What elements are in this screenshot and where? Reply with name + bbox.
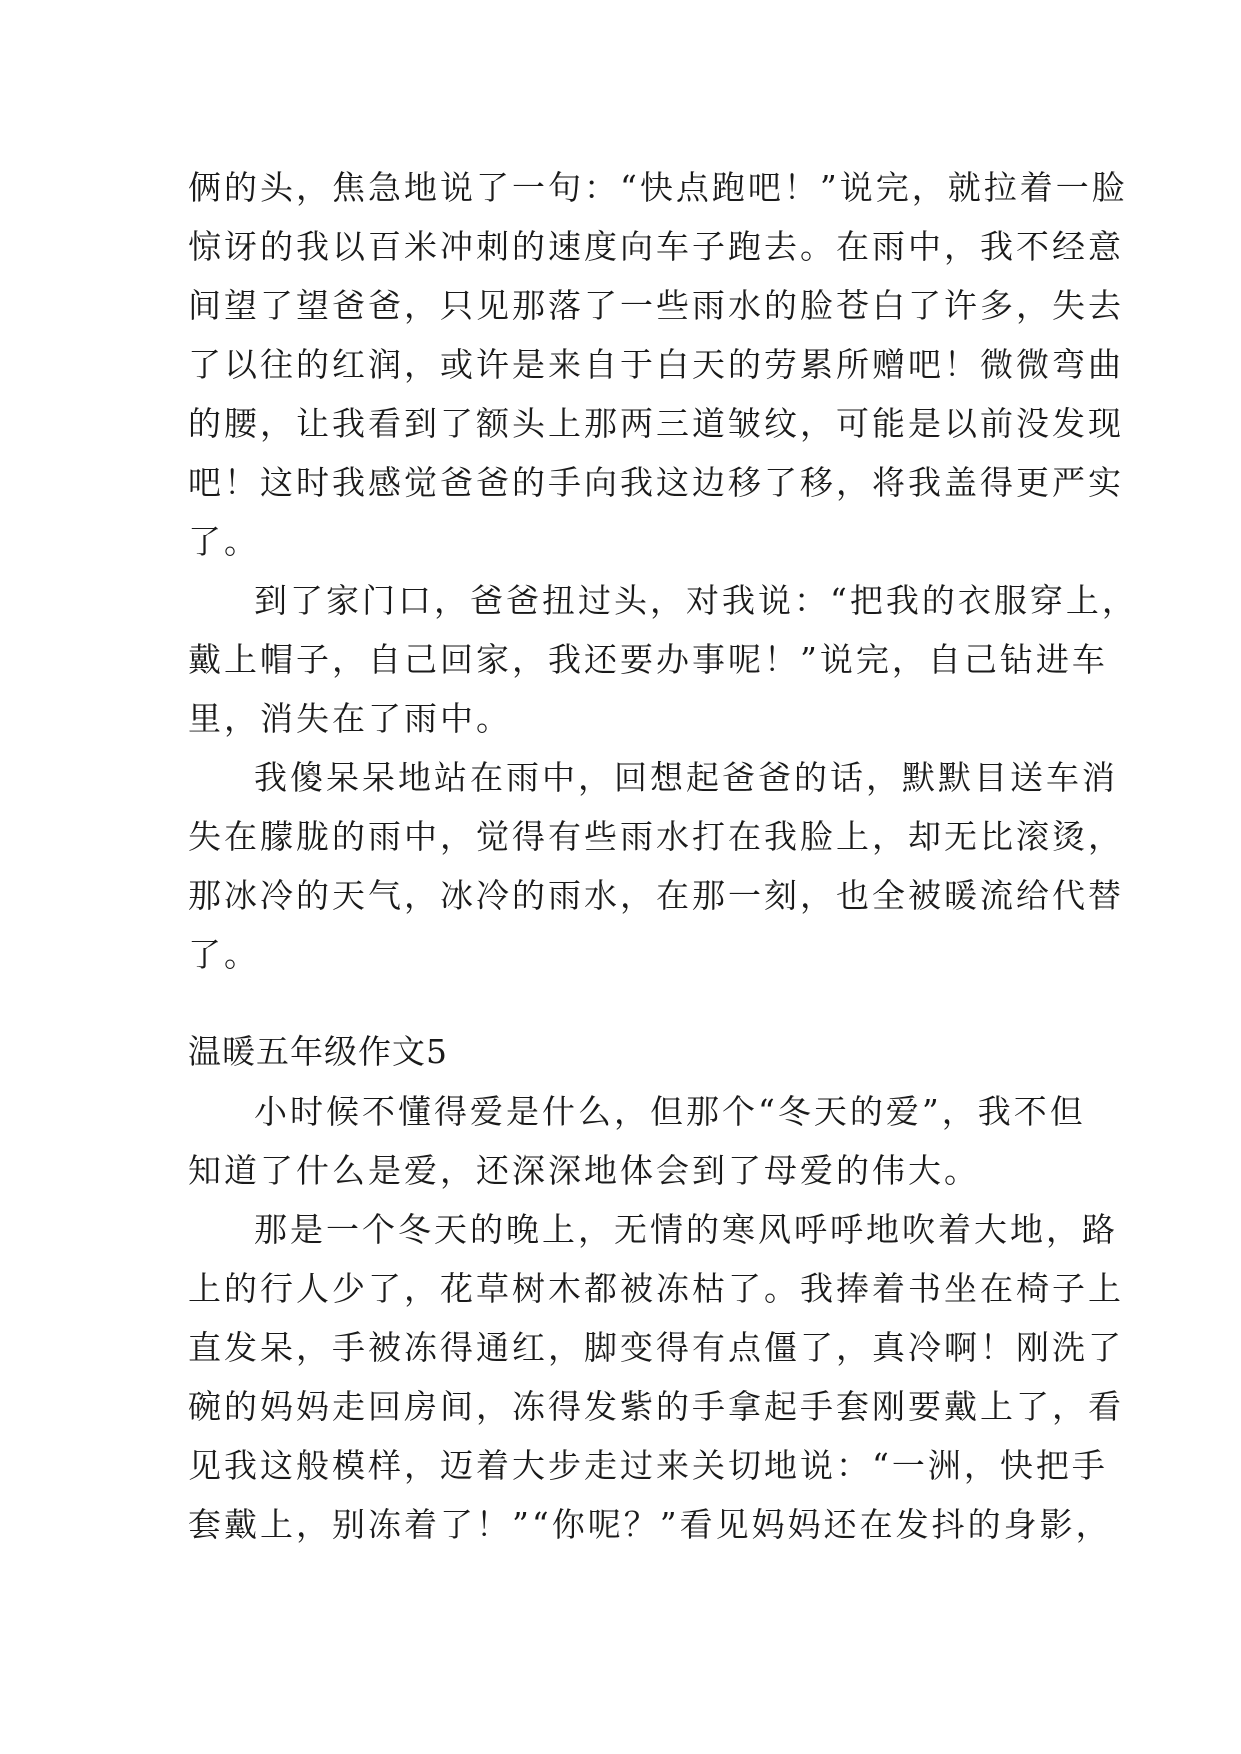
paragraph-line: 俩的头，焦急地说了一句：“快点跑吧！”说完，就拉着一脸 — [188, 168, 1128, 207]
paragraph-line: 到了家门口，爸爸扭过头，对我说：“把我的衣服穿上， — [254, 581, 1138, 620]
paragraph-line: 知道了什么是爱，还深深地体会到了母爱的伟大。 — [188, 1151, 980, 1190]
paragraph-line: 吧！这时我感觉爸爸的手向我这边移了移，将我盖得更严实 — [188, 463, 1124, 502]
paragraph-line: 间望了望爸爸，只见那落了一些雨水的脸苍白了许多，失去 — [188, 286, 1124, 325]
paragraph-line: 见我这般模样，迈着大步走过来关切地说：“一洲，快把手 — [188, 1446, 1108, 1485]
paragraph-line: 戴上帽子，自己回家，我还要办事呢！”说完，自己钻进车 — [188, 640, 1108, 679]
paragraph-line: 里，消失在了雨中。 — [188, 699, 512, 738]
section-heading: 温暖五年级作文5 — [188, 1032, 448, 1071]
paragraph-line: 小时候不懂得爱是什么，但那个“冬天的爱”，我不但 — [254, 1092, 1086, 1131]
paragraph-line: 那是一个冬天的晚上，无情的寒风呼呼地吹着大地，路 — [254, 1210, 1118, 1249]
paragraph-line: 了。 — [188, 522, 260, 561]
paragraph-line: 直发呆，手被冻得通红，脚变得有点僵了，真冷啊！刚洗了 — [188, 1328, 1124, 1367]
paragraph-line: 上的行人少了，花草树木都被冻枯了。我捧着书坐在椅子上 — [188, 1269, 1124, 1308]
paragraph-line: 碗的妈妈走回房间，冻得发紫的手拿起手套刚要戴上了，看 — [188, 1387, 1124, 1426]
paragraph-line: 惊讶的我以百米冲刺的速度向车子跑去。在雨中，我不经意 — [188, 227, 1124, 266]
paragraph-line: 的腰，让我看到了额头上那两三道皱纹，可能是以前没发现 — [188, 404, 1124, 443]
paragraph-line: 失在朦胧的雨中，觉得有些雨水打在我脸上，却无比滚烫， — [188, 817, 1124, 856]
paragraph-line: 了以往的红润，或许是来自于白天的劳累所赠吧！微微弯曲 — [188, 345, 1124, 384]
paragraph-line: 套戴上，别冻着了！”“你呢？”看见妈妈还在发抖的身影， — [188, 1505, 1112, 1544]
paragraph-line: 了。 — [188, 935, 260, 974]
paragraph-line: 那冰冷的天气，冰冷的雨水，在那一刻，也全被暖流给代替 — [188, 876, 1124, 915]
paragraph-line: 我傻呆呆地站在雨中，回想起爸爸的话，默默目送车消 — [254, 758, 1118, 797]
